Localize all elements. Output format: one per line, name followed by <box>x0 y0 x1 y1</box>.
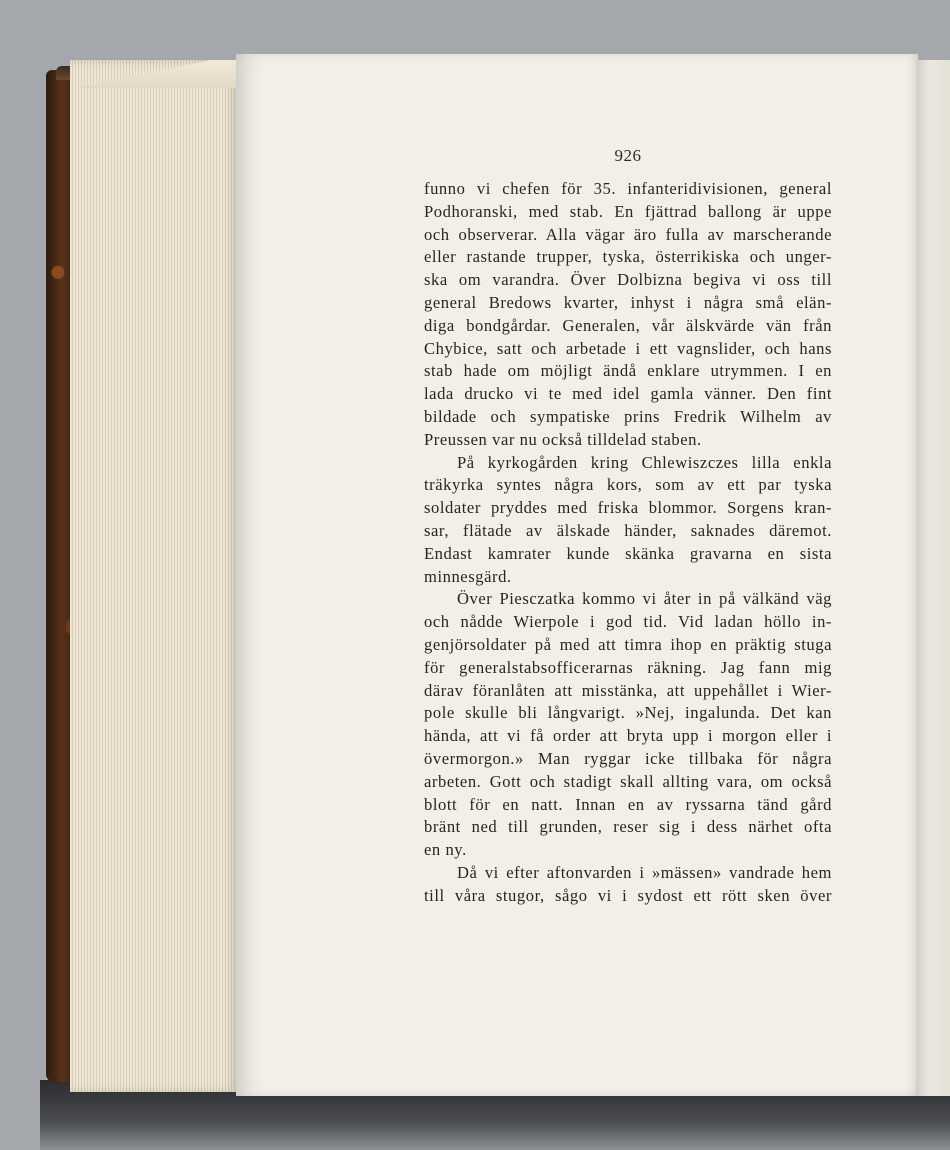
text-line: Endast kamrater kunde skänka gravarna en sista <box>424 543 832 563</box>
text-line: genjörsoldater på med att timra ihop en präktig stuga <box>424 634 832 654</box>
page-edges <box>70 60 238 1092</box>
text-line: soldater pryddes med friska blommor. Sorgens kran- <box>424 498 832 518</box>
text-line: På kyrkogården kring Chlewiszczes lilla enkla <box>457 452 832 472</box>
text-line: Podhoranski, med stab. En fjättrad ballong är uppe <box>424 201 832 221</box>
page-number: 926 <box>614 146 642 165</box>
text-line: Över Piesczatka kommo vi åter in på välkänd väg <box>457 589 832 609</box>
text-line: träkyrka syntes några kors, som av ett par tyska <box>424 475 832 495</box>
text-line: Då vi efter aftonvarden i »mässen» vandrade hem <box>457 862 832 882</box>
text-line: Preussen var nu också tilldelad staben. <box>424 429 702 449</box>
text-line: blott för en natt. Innan en av ryssarna tänd gård <box>424 794 832 814</box>
text-line: funno vi chefen för 35. infanteridivisionen, general <box>424 179 832 198</box>
text-line: bildade och sympatiske prins Fredrik Wilhelm av <box>424 406 832 426</box>
text-line: bränt ned till grunden, reser sig i dess närhet ofta <box>424 817 832 837</box>
text-line: en ny. <box>424 840 467 860</box>
text-line: lada drucko vi te med idel gamla vänner. Den fint <box>424 384 832 404</box>
page-text <box>424 178 832 908</box>
text-line: och observerar. Alla vägar äro fulla av marscherande <box>424 224 832 244</box>
text-line: övermorgon.» Man ryggar icke tillbaka för några <box>424 748 832 768</box>
text-line: till våra stugor, sågo vi i sydost ett rött sken över <box>424 885 832 905</box>
text-line: eller rastande trupper, tyska, österrikiska och unger- <box>424 247 832 267</box>
text-line: och nådde Wierpole i god tid. Vid ladan höllo in- <box>424 612 832 632</box>
text-line: ska om varandra. Över Dolbizna begiva vi oss till <box>424 270 832 290</box>
text-line: för generalstabsofficerarnas räkning. Jag fann mig <box>424 657 832 677</box>
facing-page-edge <box>916 60 950 1096</box>
text-line: sar, flätade av älskade händer, saknades däremot. <box>424 520 832 540</box>
text-line: pole skulle bli långvarigt. »Nej, ingalunda. Det kan <box>424 703 832 723</box>
text-line: minnesgärd. <box>424 566 512 586</box>
text-line: arbeten. Gott och stadigt skall allting vara, om också <box>424 771 832 791</box>
text-line: hända, att vi få order att bryta upp i morgon eller i <box>424 726 832 746</box>
text-line: general Bredows kvarter, inhyst i några små elän- <box>424 292 832 312</box>
text-line: därav föranlåten att misstänka, att uppehållet i Wier- <box>424 680 832 700</box>
text-line: diga bondgårdar. Generalen, vår älskvärde vän från <box>424 315 832 335</box>
text-line: stab hade om möjligt ändå enklare utrymmen. I en <box>424 361 832 381</box>
text-line: Chybice, satt och arbetade i ett vagnslider, och hans <box>424 338 832 358</box>
